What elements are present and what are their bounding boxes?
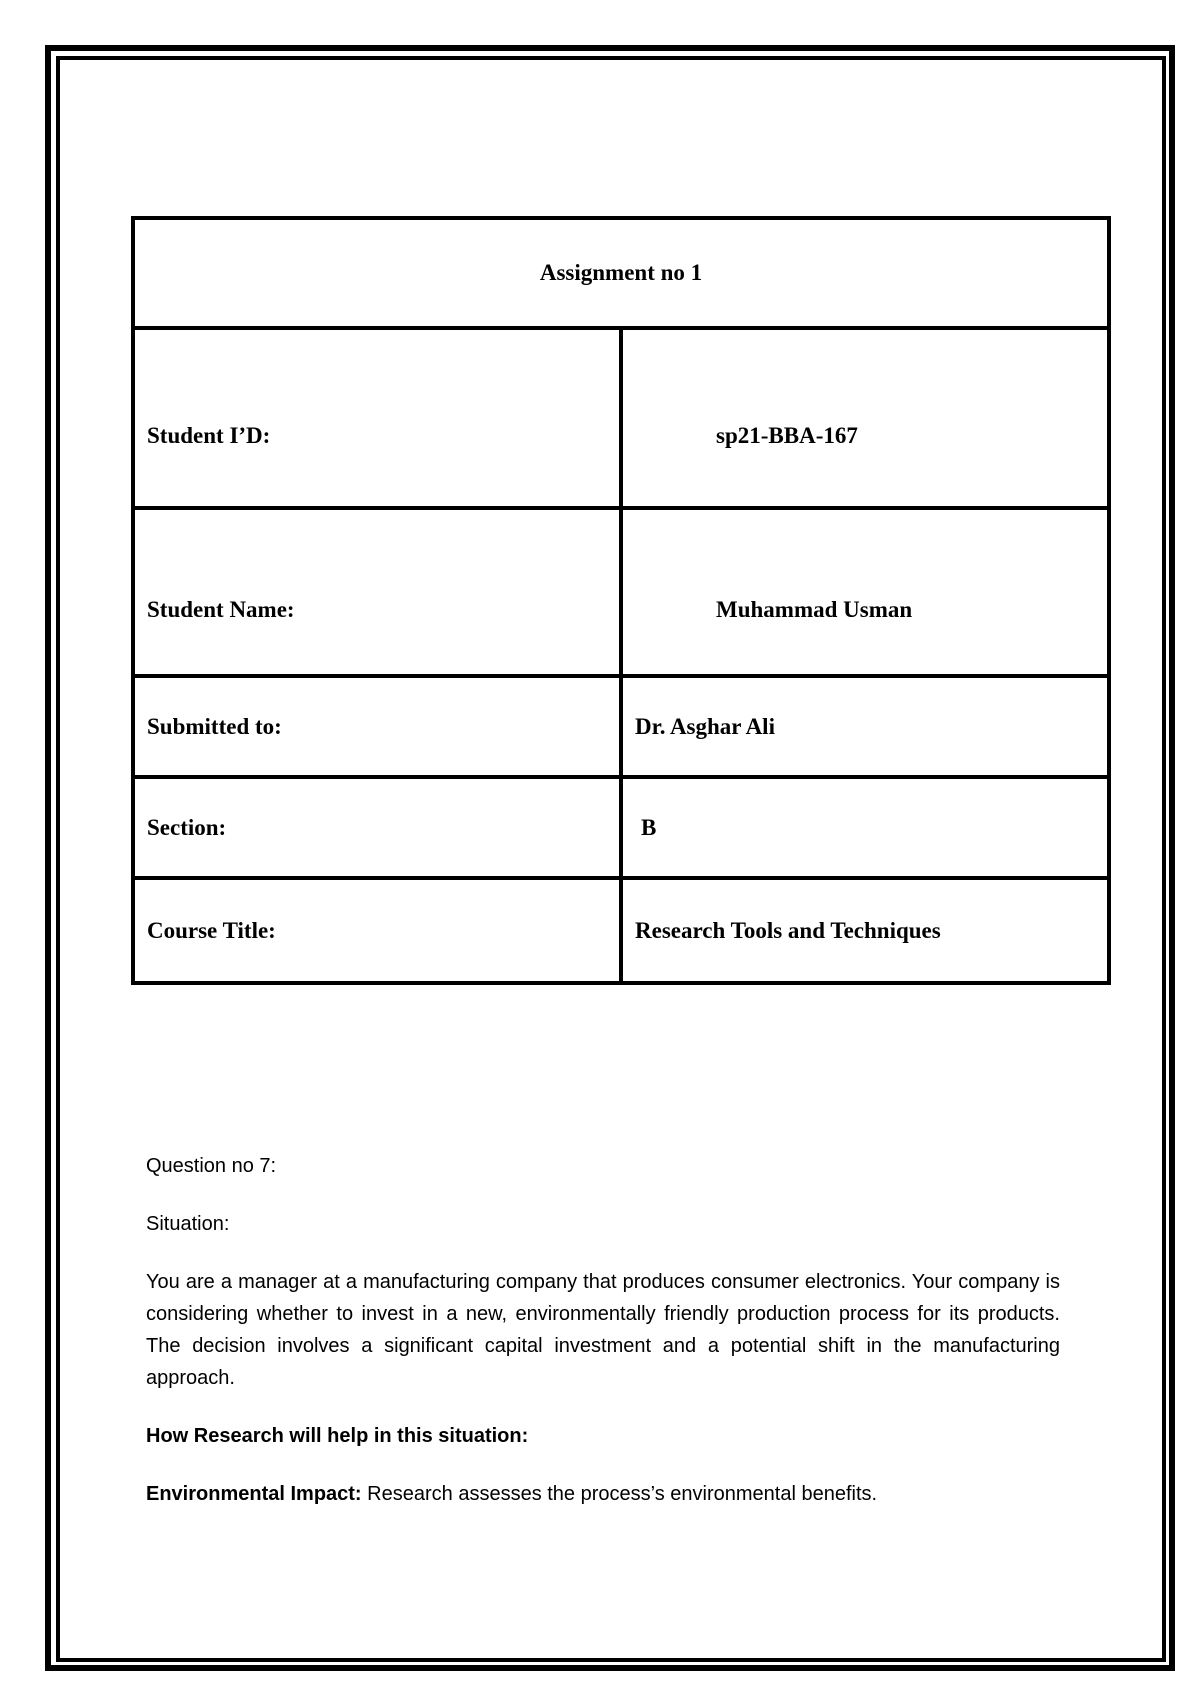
- section-label: Section:: [133, 777, 621, 878]
- submitted-to-value: Dr. Asghar Ali: [621, 676, 1109, 777]
- course-title-label: Course Title:: [133, 878, 621, 983]
- assignment-title: Assignment no 1: [133, 218, 1109, 328]
- table-row: [133, 508, 1109, 676]
- question-body: [146, 1150, 1060, 1536]
- student-id-value: sp21-BBA-167: [621, 328, 1109, 508]
- table-row: [133, 676, 1109, 777]
- situation-paragraph: You are a manager at a manufacturing company that produces consumer electronics. Your company is considering whether to invest in a new, environmentally friendly production process for its products. The decision involves a significant capital investment and a potential shift in the manufacturing approach.: [146, 1271, 1060, 1389]
- environmental-impact-text: Research assesses the process’s environmental benefits.: [361, 1483, 878, 1505]
- research-heading: How Research will help in this situation:: [146, 1425, 529, 1447]
- environmental-impact-paragraph: [146, 1478, 1060, 1510]
- table-row: [133, 328, 1109, 508]
- table-row: [133, 878, 1109, 983]
- student-name-label: Student Name:: [133, 508, 621, 676]
- student-name-value: Muhammad Usman: [621, 508, 1109, 676]
- environmental-impact-label: Environmental Impact:: [146, 1483, 362, 1505]
- course-title-value: Research Tools and Techniques: [621, 878, 1109, 983]
- section-value: B: [621, 777, 1109, 878]
- student-id-label: Student I’D:: [133, 328, 621, 508]
- cover-info-table: [131, 216, 1111, 985]
- table-row-title: [133, 218, 1109, 328]
- table-row: [133, 777, 1109, 878]
- situation-label: Situation:: [146, 1213, 230, 1235]
- question-heading: Question no 7:: [146, 1155, 277, 1177]
- submitted-to-label: Submitted to:: [133, 676, 621, 777]
